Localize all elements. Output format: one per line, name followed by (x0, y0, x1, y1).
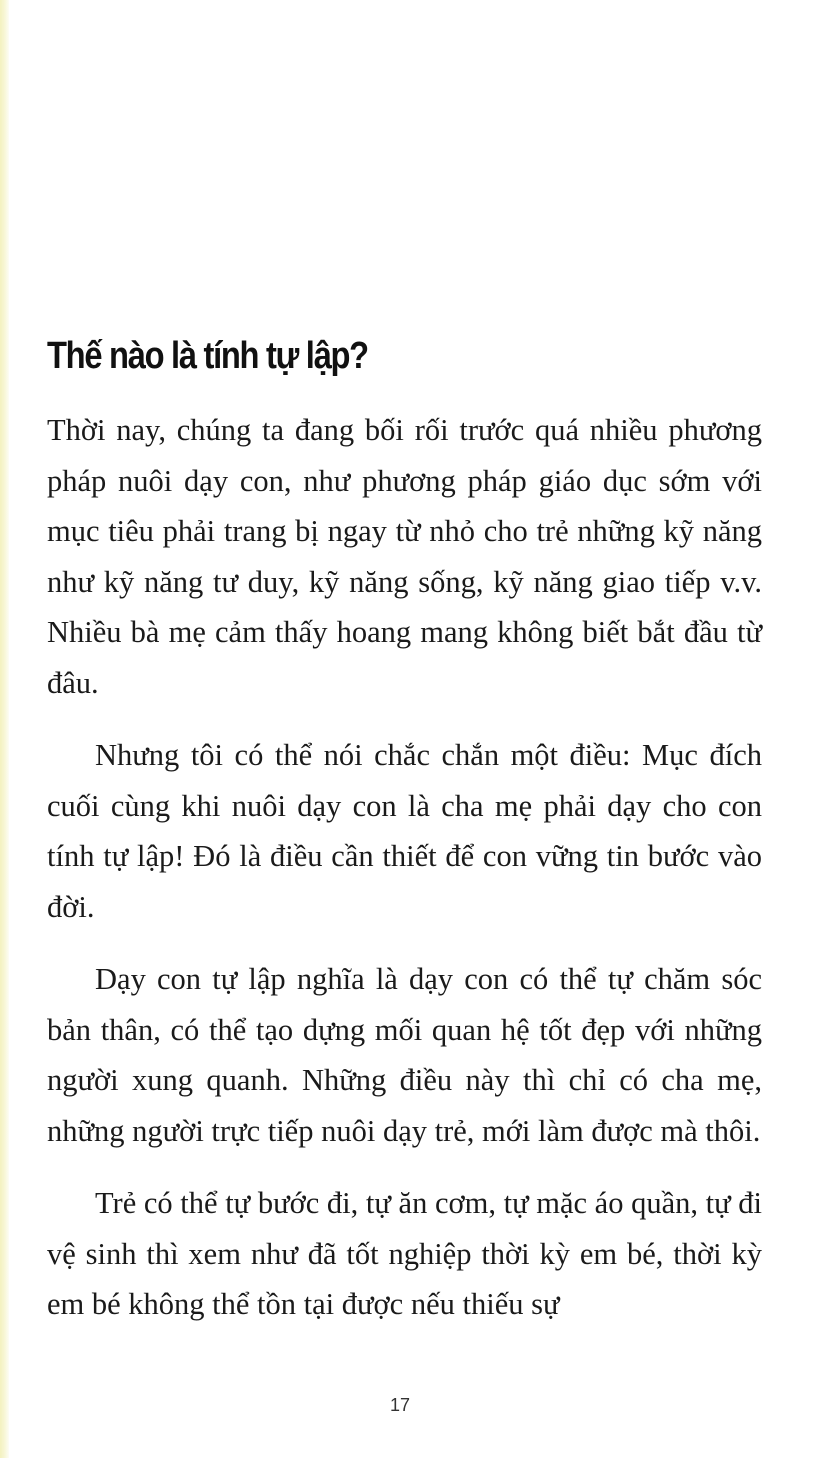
paragraph-1: Thời nay, chúng ta đang bối rối trước quá nhiều phương pháp nuôi dạy con, như phương pháp giáo dục sớm với mục tiêu phải trang bị ngay từ nhỏ cho trẻ những kỹ năng như kỹ năng tư duy, kỹ năng sống, kỹ năng giao tiếp v.v. Nhiều bà mẹ cảm thấy hoang mang không biết bắt đầu từ đâu. (47, 413, 762, 700)
section-heading: Thế nào là tính tự lập? (47, 335, 368, 377)
paragraph-4: Trẻ có thể tự bước đi, tự ăn cơm, tự mặc áo quần, tự đi vệ sinh thì xem như đã tốt nghiệp thời kỳ em bé, thời kỳ em bé không thể tồn tại được nếu thiếu sự (47, 1186, 762, 1321)
page-number: 17 (389, 1395, 411, 1415)
page-edge-shadow (0, 0, 9, 1458)
paragraph-2: Nhưng tôi có thể nói chắc chắn một điều: Mục đích cuối cùng khi nuôi dạy con là cha mẹ phải dạy cho con tính tự lập! Đó là điều cần thiết để con vững tin bước vào đời. (47, 738, 762, 924)
body-text (47, 405, 762, 1352)
paragraph-3: Dạy con tự lập nghĩa là dạy con có thể tự chăm sóc bản thân, có thể tạo dựng mối quan hệ tốt đẹp với những người xung quanh. Những điều này thì chỉ có cha mẹ, những người trực tiếp nuôi dạy trẻ, mới làm được mà thôi. (47, 962, 762, 1148)
